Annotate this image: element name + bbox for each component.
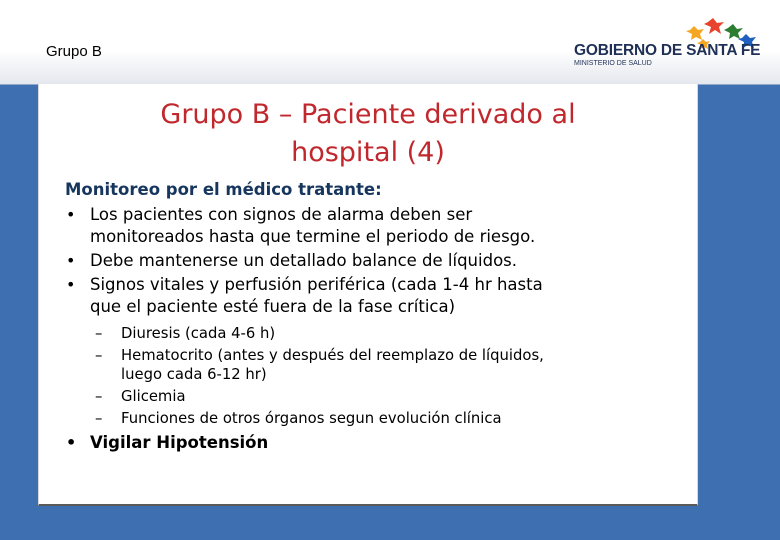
bullet-item (63, 204, 695, 248)
sub-bullet-item (63, 346, 695, 384)
bullet-icon: • (66, 205, 76, 224)
dash-icon: – (95, 347, 103, 364)
bullet-icon: • (66, 251, 76, 270)
sub-bullet-text: Glicemia (121, 388, 186, 405)
bullet-text: monitoreados hasta que termine el periodo de riesgo. (90, 227, 536, 246)
bullet-icon: • (66, 275, 76, 294)
bullet-item (63, 432, 695, 454)
bullet-item (63, 274, 695, 318)
bullet-text: Debe mantenerse un detallado balance de líquidos. (90, 251, 518, 270)
slide-title-line2: hospital (4) (291, 137, 445, 168)
slide-title-line1: Grupo B – Paciente derivado al (160, 99, 576, 130)
bullet-text: Vigilar Hipotensión (90, 433, 269, 452)
sub-bullet-item (63, 324, 695, 343)
header-title: Grupo B (46, 43, 102, 60)
sub-bullet-text: Hematocrito (antes y después del reemplazo de líquidos, (121, 347, 544, 364)
bullet-list (63, 204, 695, 454)
bullet-text: Los pacientes con signos de alarma deben ser (90, 205, 473, 224)
bullet-text: que el paciente esté fuera de la fase crítica) (90, 297, 456, 316)
sub-bullet-text: Funciones de otros órganos segun evolución clínica (121, 410, 502, 427)
dash-icon: – (95, 410, 103, 427)
sub-bullet-item (63, 409, 695, 428)
logo-subtitle: MINISTERIO DE SALUD (574, 60, 652, 67)
section-heading: Monitoreo por el médico tratante: (65, 180, 382, 199)
page-header (0, 0, 780, 85)
bullet-icon: • (66, 433, 77, 452)
bullet-text: Signos vitales y perfusión periférica (cada 1-4 hr hasta (90, 275, 543, 294)
sub-bullet-text: Diuresis (cada 4-6 h) (121, 325, 276, 342)
slide-title (39, 96, 697, 172)
logo-name: GOBIERNO DE SANTA FE (574, 42, 761, 59)
sub-bullet-item (63, 387, 695, 406)
santa-fe-logo (570, 16, 770, 72)
dash-icon: – (95, 388, 103, 405)
dash-icon: – (95, 325, 103, 342)
bullet-item (63, 250, 695, 272)
slide-content (38, 84, 698, 506)
sub-bullet-text: luego cada 6-12 hr) (121, 366, 267, 383)
